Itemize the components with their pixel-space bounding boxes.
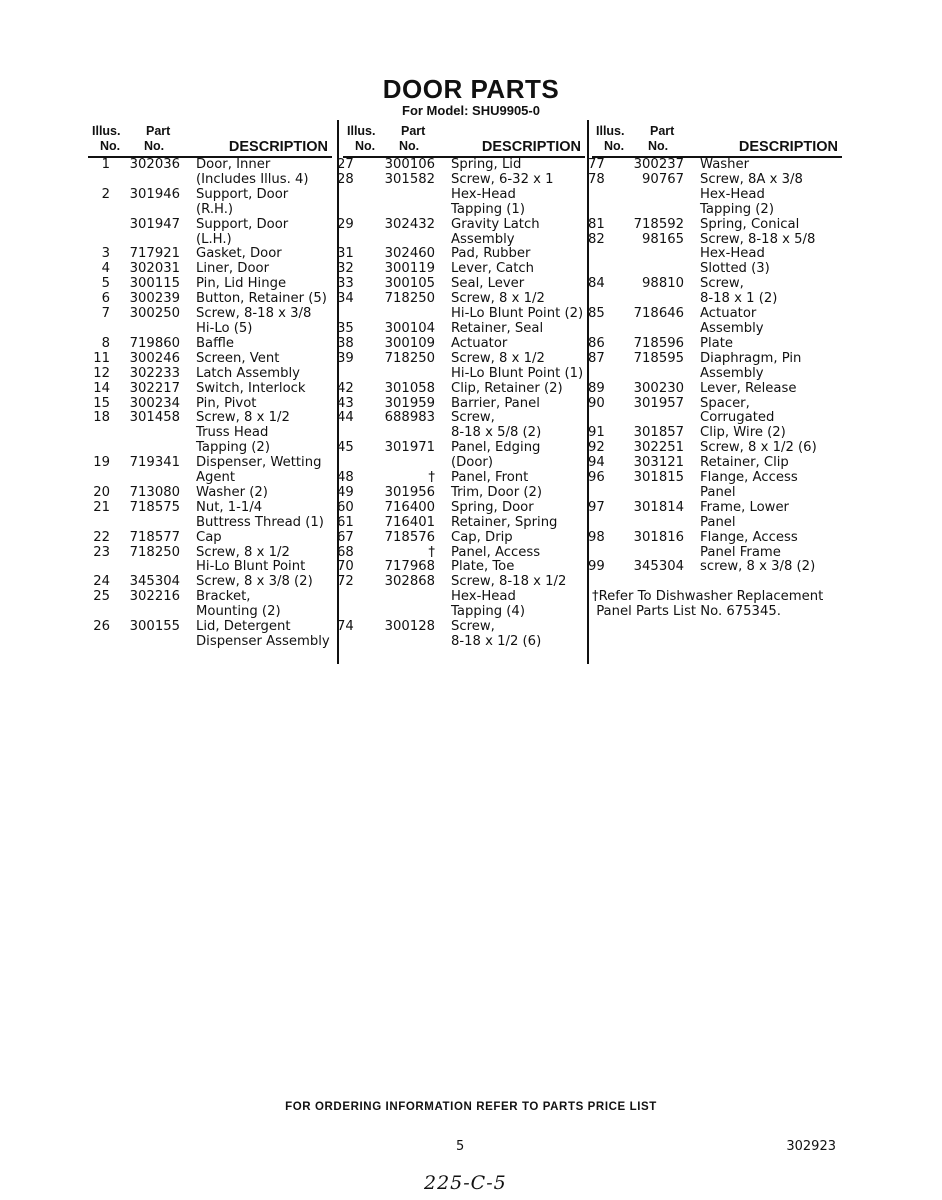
part-number: †: [428, 544, 435, 560]
part-number: 717968: [384, 559, 435, 575]
part-description: Gravity Latch Assembly: [451, 216, 540, 247]
illus-number: 82: [588, 231, 605, 247]
illus-number: 48: [337, 470, 354, 486]
part-description: Lever, Release: [700, 380, 797, 396]
part-number: 718596: [633, 335, 684, 351]
table-row: [88, 620, 332, 650]
table-row: [588, 455, 842, 471]
table-row: [337, 529, 585, 546]
part-description: Lever, Catch: [451, 261, 535, 277]
part-description: Seal, Lever: [451, 276, 525, 292]
table-row: [337, 246, 585, 262]
part-number: 300115: [129, 276, 180, 292]
part-number: 301058: [384, 380, 435, 396]
illus-number: 67: [337, 529, 354, 545]
part-number: 300106: [384, 157, 435, 172]
part-number: 98165: [642, 231, 684, 247]
table-row: [337, 276, 585, 292]
table-row: [337, 484, 585, 501]
part-number: 345304: [633, 559, 684, 575]
illus-number: 8: [101, 335, 110, 351]
part-description: Screen, Vent: [196, 350, 280, 366]
table-row: [88, 247, 332, 262]
table-row: [337, 619, 585, 650]
part-description: Screw, 6-32 x 1 Hex-Head Tapping (1): [451, 171, 554, 217]
illus-number: 90: [588, 395, 605, 411]
description-header: DESCRIPTION: [738, 139, 838, 155]
part-description: Gasket, Door: [196, 246, 282, 262]
illus-number: 43: [337, 395, 354, 411]
table-row: [337, 335, 585, 352]
table-row: [88, 382, 332, 397]
part-number: 718250: [129, 544, 180, 560]
part-header-no: No.: [144, 139, 165, 153]
table-row: [88, 262, 332, 277]
part-description: Screw, 8 x 1/2 Truss Head Tapping (2): [196, 410, 290, 456]
replacement-footnote: †Refer To Dishwasher Replacement Panel Parts List No. 675345.: [592, 589, 824, 620]
illus-number: 39: [337, 350, 354, 366]
table-row: [337, 470, 585, 486]
illus-number: 7: [101, 306, 110, 322]
table-row: [337, 171, 585, 218]
part-number: 300234: [129, 395, 180, 411]
part-number: 718646: [633, 306, 684, 322]
illus-number: 34: [337, 291, 354, 307]
part-description: Screw, 8-18 x 5/8 Hex-Head Slotted (3): [700, 231, 816, 277]
table-row: [88, 397, 332, 412]
illus-number: 87: [588, 350, 605, 366]
illus-number: 35: [337, 320, 354, 336]
part-number: 301857: [633, 425, 684, 441]
part-number: 301957: [633, 395, 684, 411]
illus-number: 72: [337, 574, 354, 590]
table-row: [88, 501, 332, 531]
part-number: 718250: [384, 291, 435, 307]
illus-number: 98: [588, 529, 605, 545]
part-description: Screw, 8 x 1/2 (6): [700, 440, 817, 456]
illus-number: 49: [337, 484, 354, 500]
table-row: [88, 292, 332, 307]
part-number: 301959: [384, 395, 435, 411]
illus-number: 32: [337, 261, 354, 277]
table-row: [88, 456, 332, 486]
part-number: 98810: [642, 276, 684, 292]
illus-number: 42: [337, 380, 354, 396]
ordering-note: FOR ORDERING INFORMATION REFER TO PARTS PRICE LIST: [285, 1101, 657, 1113]
part-number: 345304: [129, 574, 180, 590]
table-row: [88, 590, 332, 620]
table-row: [588, 231, 842, 278]
part-description: Flange, Access Panel: [700, 470, 798, 500]
table-row: [588, 529, 842, 561]
part-description: Dispenser, Wetting Agent: [196, 455, 322, 486]
page-number: 5: [456, 1139, 465, 1154]
part-number: 301946: [129, 186, 180, 202]
illus-number: 19: [93, 455, 110, 471]
illus-number: 89: [588, 380, 605, 396]
table-row: [337, 291, 585, 322]
part-number: 300104: [384, 320, 435, 336]
table-row: [88, 218, 332, 248]
part-number: 719860: [129, 335, 180, 351]
illus-number: 4: [101, 261, 110, 277]
illus-number: 60: [337, 499, 354, 515]
table-row: [588, 425, 842, 441]
illus-number: 25: [93, 589, 110, 605]
part-description: Screw, 8A x 3/8 Hex-Head Tapping (2): [700, 171, 803, 217]
part-number: 718576: [384, 529, 435, 545]
illus-header-no: No.: [355, 139, 376, 153]
table-row: [337, 499, 585, 516]
part-description: Screw, 8-18 x 1/2 (6): [451, 619, 542, 649]
illus-number: 70: [337, 559, 354, 575]
illus-header: Illus.: [596, 124, 625, 138]
part-number: 301582: [384, 171, 435, 187]
illus-number: 97: [588, 499, 605, 515]
illus-number: 1: [101, 157, 110, 172]
part-number: 688983: [384, 410, 435, 426]
illus-number: 99: [588, 559, 605, 575]
part-number: 300237: [633, 157, 684, 172]
part-number: 300239: [129, 291, 180, 307]
table-row: [88, 411, 332, 456]
parts-rows: [337, 157, 585, 650]
part-number: 302031: [129, 261, 180, 277]
part-description: Lid, Detergent Dispenser Assembly: [196, 619, 330, 649]
part-description: Clip, Wire (2): [700, 425, 786, 441]
part-number: †: [428, 470, 435, 486]
illus-number: 84: [588, 276, 605, 292]
part-description: Pin, Lid Hinge: [196, 276, 287, 292]
part-number: 716401: [384, 514, 435, 530]
part-description: Door, Inner (Includes Illus. 4): [196, 157, 309, 187]
table-row: [337, 216, 585, 248]
part-number: 300119: [384, 261, 435, 277]
part-number: 300105: [384, 276, 435, 292]
part-description: Screw, 8-18 x 1/2 Hex-Head Tapping (4): [451, 574, 567, 620]
part-description: Latch Assembly: [196, 365, 300, 381]
table-row: [88, 352, 332, 367]
part-number: 718577: [129, 529, 180, 545]
part-description: Retainer, Clip: [700, 455, 789, 471]
part-number: 300230: [633, 380, 684, 396]
part-description: Screw, 8-18 x 1 (2): [700, 276, 778, 307]
illus-number: 45: [337, 440, 354, 456]
illus-number: 81: [588, 216, 605, 232]
document-number: 302923: [786, 1139, 836, 1154]
part-number: 301815: [633, 470, 684, 486]
table-row: [337, 380, 585, 397]
part-number: 302460: [384, 246, 435, 262]
part-number: 301947: [129, 216, 180, 232]
part-number: 713080: [129, 484, 180, 500]
part-description: Support, Door (L.H.): [196, 216, 289, 247]
part-header: Part: [650, 124, 675, 138]
illus-number: 68: [337, 544, 354, 560]
page-title: DOOR PARTS: [382, 74, 560, 104]
illus-number: 28: [337, 171, 354, 187]
illus-number: 27: [337, 157, 354, 172]
illus-number: 38: [337, 335, 354, 351]
part-description: Spacer, Corrugated: [700, 395, 775, 426]
illus-header-no: No.: [100, 139, 121, 153]
part-number: 300155: [129, 619, 180, 635]
table-row: [88, 486, 332, 501]
part-description: Screw, 8 x 3/8 (2): [196, 574, 313, 590]
part-description: Barrier, Panel: [451, 395, 540, 411]
part-number: 718250: [384, 350, 435, 366]
table-row: [88, 188, 332, 218]
illus-number: 22: [93, 529, 110, 545]
part-number: 301956: [384, 484, 435, 500]
part-description: Baffle: [196, 335, 234, 351]
part-description: Bracket, Mounting (2): [196, 589, 281, 620]
illus-number: 33: [337, 276, 354, 292]
illus-number: 94: [588, 455, 605, 471]
table-row: [588, 499, 842, 531]
illus-number: 5: [101, 276, 110, 292]
table-row: [88, 307, 332, 337]
column-header: [592, 124, 842, 158]
table-row: [337, 559, 585, 575]
part-number: 302217: [129, 380, 180, 396]
table-row: [588, 350, 842, 382]
illus-number: 29: [337, 216, 354, 232]
part-description: Panel, Edging (Door): [451, 440, 541, 471]
part-description: Washer: [700, 157, 750, 172]
illus-number: 3: [101, 246, 110, 262]
part-description: Button, Retainer (5): [196, 291, 327, 307]
parts-column-1: [88, 124, 332, 650]
description-header: DESCRIPTION: [481, 139, 581, 155]
table-row: [88, 575, 332, 590]
part-description: Plate, Toe: [451, 559, 515, 575]
illus-number: 2: [101, 186, 110, 202]
part-number: 719341: [129, 455, 180, 471]
part-header-no: No.: [399, 139, 420, 153]
part-description: Flange, Access Panel Frame: [700, 529, 798, 560]
part-number: 301814: [633, 499, 684, 515]
table-row: [88, 367, 332, 382]
part-description: Panel, Front: [451, 470, 529, 486]
table-row: [588, 171, 842, 218]
part-number: 716400: [384, 499, 435, 515]
part-description: Spring, Lid: [451, 157, 522, 172]
table-row: [337, 157, 585, 173]
table-row: [337, 544, 585, 561]
illus-number: 12: [93, 365, 110, 381]
table-row: [88, 277, 332, 292]
part-description: Pad, Rubber: [451, 246, 531, 262]
part-number: 718575: [129, 499, 180, 515]
part-description: Pin, Pivot: [196, 395, 257, 411]
illus-number: 86: [588, 335, 605, 351]
model-subtitle: For Model: SHU9905-0: [402, 103, 540, 118]
illus-number: 21: [93, 499, 110, 515]
table-row: [337, 410, 585, 441]
part-description: Frame, Lower Panel: [700, 499, 789, 530]
part-number: 303121: [633, 455, 684, 471]
table-row: [588, 276, 842, 307]
table-row: [337, 574, 585, 620]
table-row: [588, 380, 842, 397]
illus-number: 92: [588, 440, 605, 456]
part-number: 717921: [129, 246, 180, 262]
part-header: Part: [401, 124, 426, 138]
table-row: [588, 440, 842, 456]
part-description: Spring, Conical: [700, 216, 800, 232]
parts-rows: [88, 158, 332, 650]
part-number: 302216: [129, 589, 180, 605]
illus-number: 96: [588, 470, 605, 486]
illus-number: 77: [588, 157, 605, 172]
part-number: 301458: [129, 410, 180, 426]
part-description: Washer (2): [196, 484, 268, 500]
part-number: 301816: [633, 529, 684, 545]
part-description: Trim, Door (2): [451, 484, 543, 500]
illus-number: 24: [93, 574, 110, 590]
part-description: Screw, 8 x 1/2 Hi-Lo Blunt Point (1): [451, 350, 584, 381]
illus-number: 85: [588, 306, 605, 322]
column-header: [343, 124, 585, 158]
illus-number: 26: [93, 619, 110, 635]
part-number: 302868: [384, 574, 435, 590]
illus-number: 18: [93, 410, 110, 426]
table-row: [337, 395, 585, 412]
table-row: [588, 470, 842, 501]
part-description: Support, Door (R.H.): [196, 186, 289, 217]
table-row: [588, 157, 842, 173]
part-description: Spring, Door: [451, 499, 534, 515]
part-description: Cap, Drip: [451, 529, 513, 545]
parts-rows: [588, 157, 842, 575]
part-description: Screw, 8 x 1/2 Hi-Lo Blunt Point (2): [451, 291, 584, 322]
illus-number: 91: [588, 425, 605, 441]
illus-header: Illus.: [347, 124, 376, 138]
illus-number: 20: [93, 484, 110, 500]
part-number: 90767: [642, 171, 684, 187]
part-number: 302233: [129, 365, 180, 381]
illus-number: 23: [93, 544, 110, 560]
part-number: 302036: [129, 157, 180, 172]
description-header: DESCRIPTION: [228, 139, 328, 155]
illus-header-no: No.: [604, 139, 625, 153]
part-description: Screw, 8-18 x 3/8 Hi-Lo (5): [196, 306, 312, 336]
table-row: [588, 216, 842, 233]
part-description: Diaphragm, Pin Assembly: [700, 350, 802, 381]
illus-number: 15: [93, 395, 110, 411]
part-description: Retainer, Seal: [451, 320, 544, 336]
parts-column-2: [337, 124, 585, 650]
part-description: screw, 8 x 3/8 (2): [700, 559, 816, 575]
part-number: 718595: [633, 350, 684, 366]
table-row: [337, 320, 585, 337]
part-number: 718592: [633, 216, 684, 232]
part-description: Clip, Retainer (2): [451, 380, 563, 396]
table-row: [337, 350, 585, 382]
illus-number: 6: [101, 291, 110, 307]
part-header: Part: [146, 124, 171, 138]
illus-number: 11: [93, 350, 110, 366]
table-row: [88, 531, 332, 546]
table-row: [88, 546, 332, 576]
part-description: Screw, 8 x 1/2 Hi-Lo Blunt Point: [196, 544, 306, 575]
table-row: [88, 337, 332, 352]
table-row: [337, 514, 585, 531]
part-number: 300109: [384, 335, 435, 351]
part-number: 302251: [633, 440, 684, 456]
part-number: 300246: [129, 350, 180, 366]
part-description: Retainer, Spring: [451, 514, 558, 530]
part-number: 301971: [384, 440, 435, 456]
part-description: Actuator: [451, 335, 508, 351]
illus-number: 31: [337, 246, 354, 262]
part-number: 302432: [384, 216, 435, 232]
part-number: 300250: [129, 306, 180, 322]
part-description: Nut, 1-1/4 Buttress Thread (1): [196, 499, 324, 530]
table-row: [337, 261, 585, 277]
part-header-no: No.: [648, 139, 669, 153]
table-row: [588, 335, 842, 352]
illus-number: 61: [337, 514, 354, 530]
part-description: Liner, Door: [196, 261, 270, 277]
part-description: Panel, Access: [451, 544, 541, 560]
illus-number: 44: [337, 410, 354, 426]
table-row: [588, 306, 842, 337]
illus-header: Illus.: [92, 124, 121, 138]
illus-number: 14: [93, 380, 110, 396]
parts-column-3: [588, 124, 842, 620]
part-description: Screw, 8-18 x 5/8 (2): [451, 410, 542, 441]
illus-number: 78: [588, 171, 605, 187]
table-row: [588, 559, 842, 575]
table-row: [337, 440, 585, 471]
illus-number: 74: [337, 619, 354, 635]
part-description: Switch, Interlock: [196, 380, 306, 396]
column-header: [88, 124, 332, 158]
part-description: Actuator Assembly: [700, 306, 764, 336]
part-description: Plate: [700, 335, 733, 351]
table-row: [588, 395, 842, 427]
part-number: 300128: [384, 619, 435, 635]
table-row: [88, 158, 332, 188]
handwritten-note: 225-C-5: [424, 1172, 507, 1194]
part-description: Cap: [196, 529, 222, 545]
